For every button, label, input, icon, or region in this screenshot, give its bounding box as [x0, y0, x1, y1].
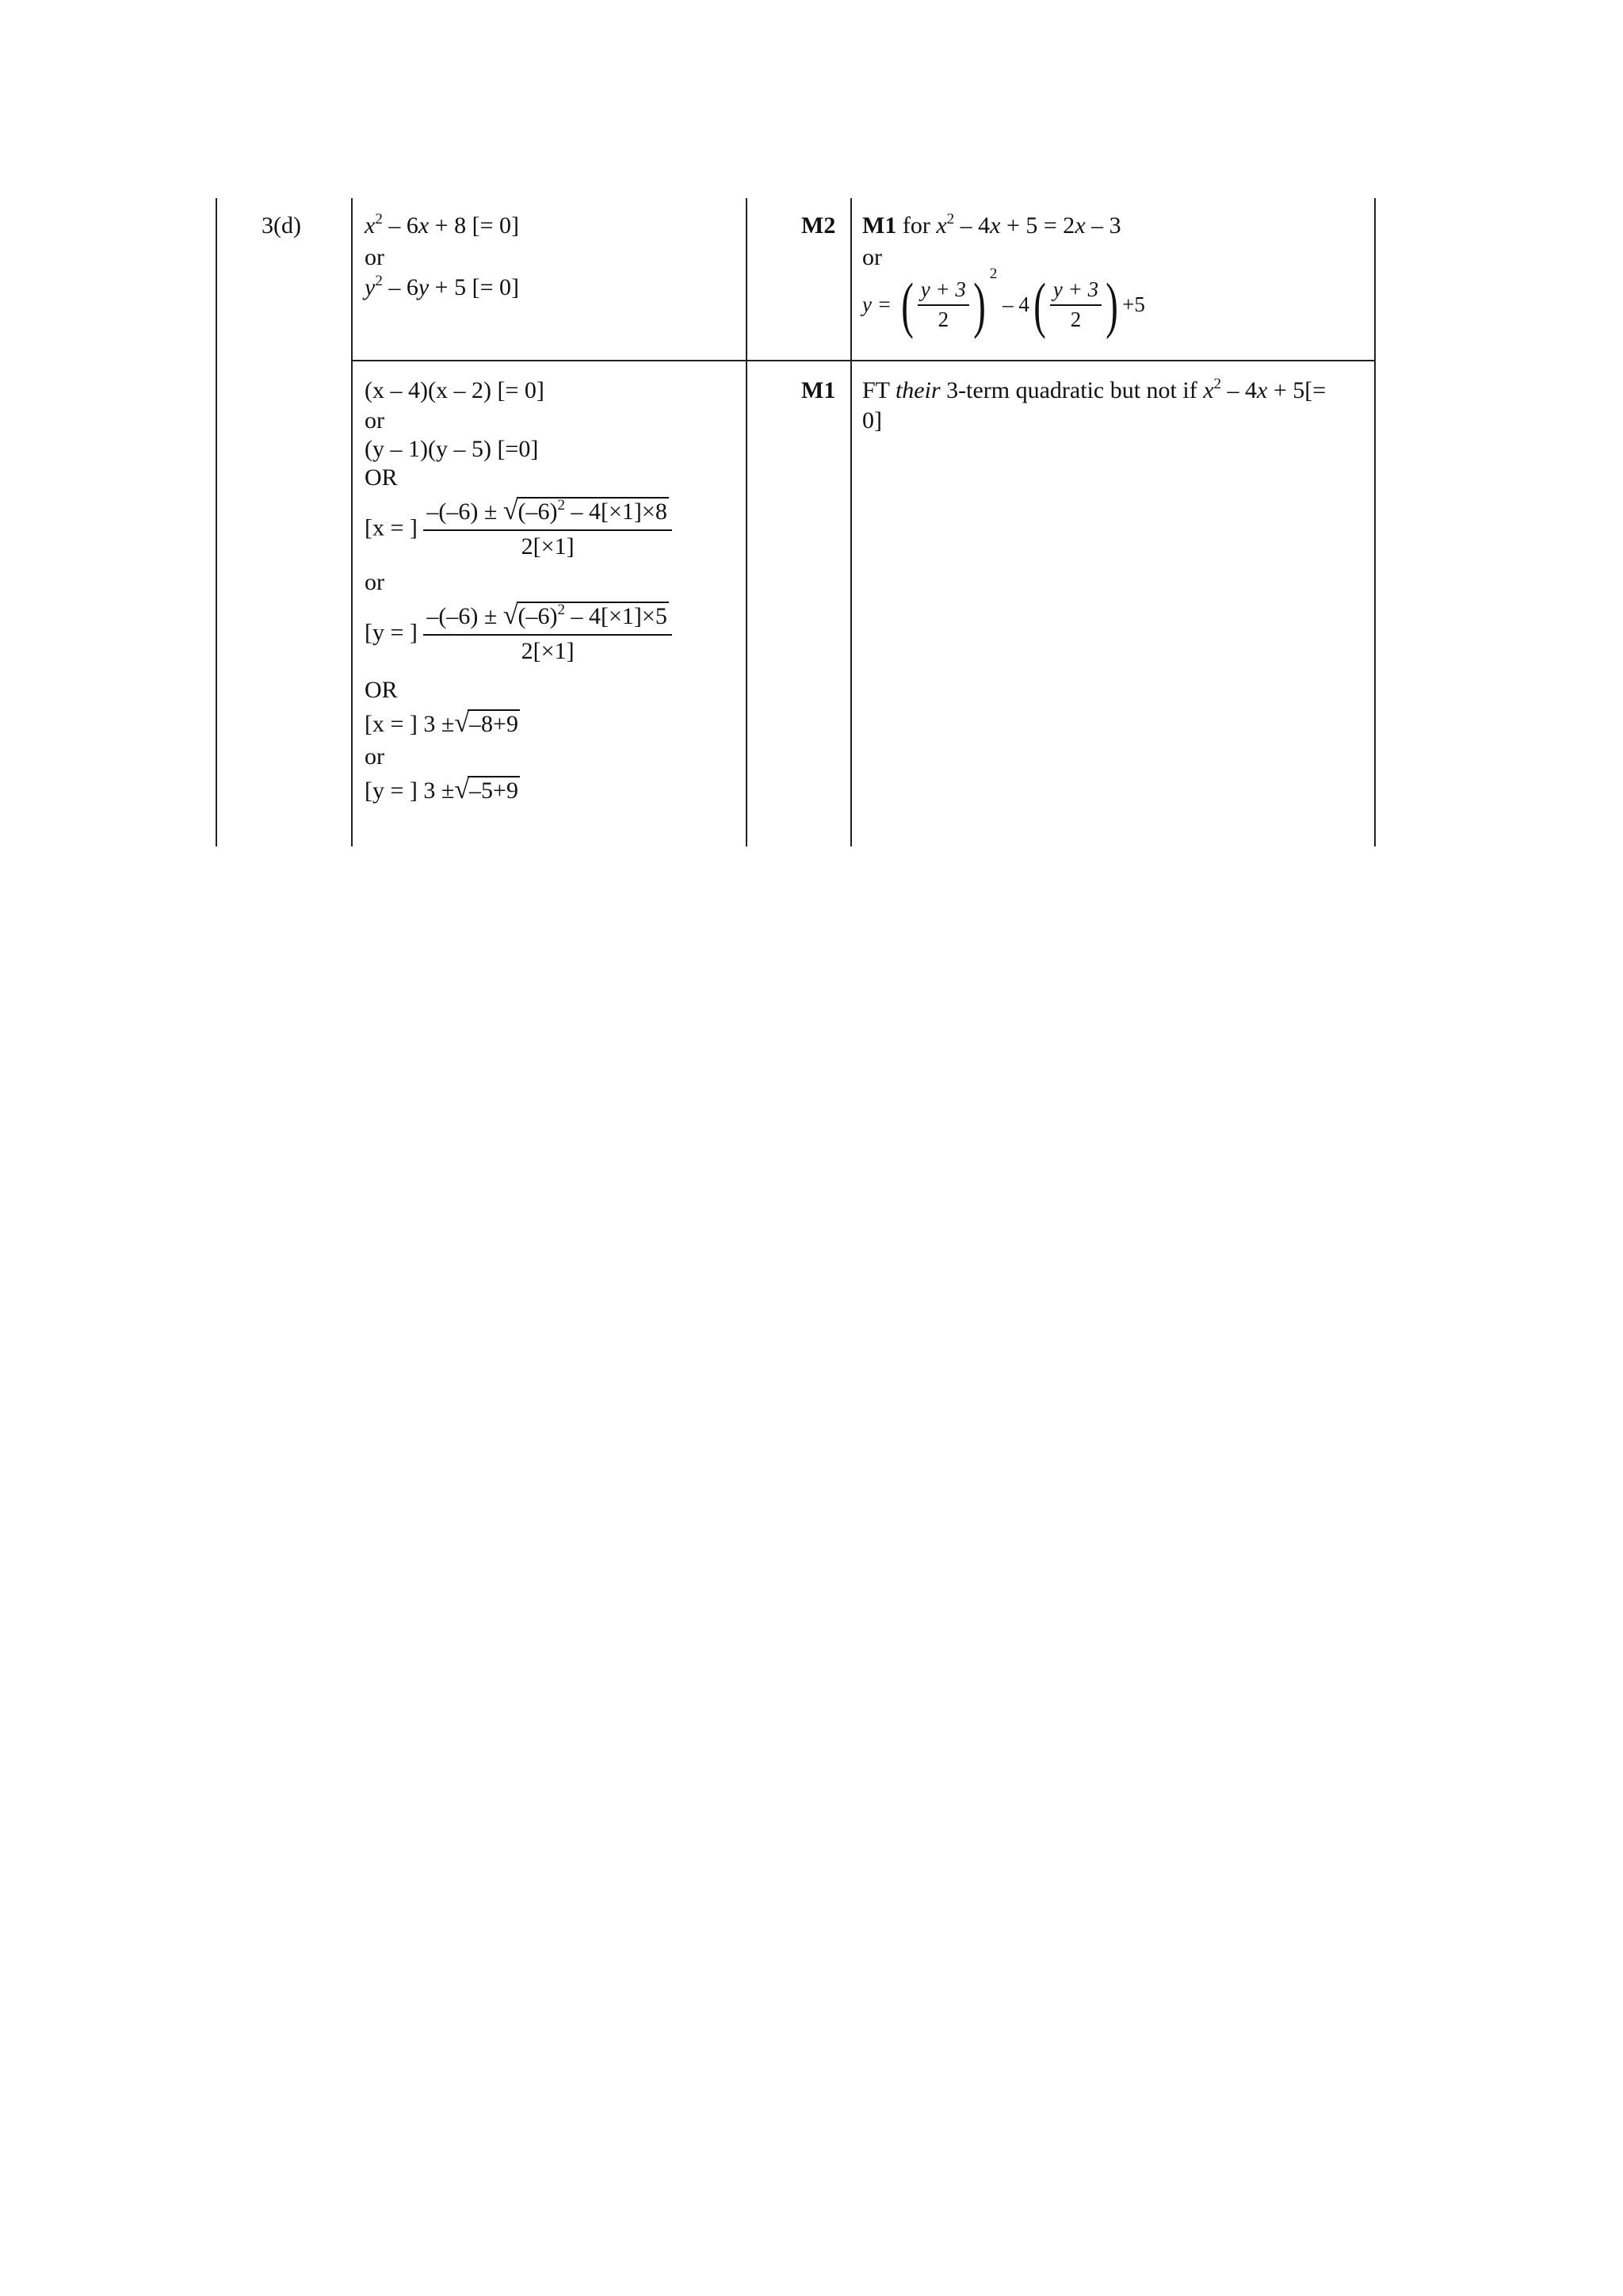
row2-marks: M1: [801, 377, 836, 403]
row2-notes-line1: FT their 3-term quadratic but not if $x^2 - 4x + 5[=$: [862, 376, 1327, 403]
table-left-border: [216, 198, 217, 846]
factorised-y: (y – 1)(y – 5) [=0]: [365, 436, 539, 462]
factorised-x: (x – 4)(x – 2) [= 0]: [365, 377, 544, 403]
row-divider: [351, 360, 1376, 361]
row2-or-3: or: [365, 743, 384, 770]
row2-or-2: or: [365, 569, 384, 595]
row1-answer-line2: $y^2 - 6y + 5$ [= 0]: [365, 273, 519, 300]
completed-square-x: [x = ] 3 ±√–8+9: [365, 709, 518, 738]
column-divider-2: [746, 198, 747, 846]
row2-or-1: or: [365, 407, 384, 434]
row2-OR-2: OR: [365, 677, 398, 703]
row2-answer: [365, 376, 737, 808]
row1-notes-formula: y = ( $\frac{y + 3}{2}$ ) $^2$ – 4( $\frac{y + 3}{2}$ ) +5: [862, 266, 1145, 339]
quadratic-formula-x: [x = ] $\frac{-(-6) \pm √(-6)^2 - 4[\times 1]\times 8}{2[\times 1]}$: [365, 495, 737, 567]
row1-notes-line1: M1 for $x^2 - 4x + 5 = 2x - 3$: [862, 211, 1121, 239]
completed-square-y: [y = ] 3 ±√–5+9: [365, 775, 518, 804]
quadratic-formula-y: [y = ] $\frac{-(-6) \pm √(-6)^2 - 4[\times 1]\times 5}{2[\times 1]}$: [365, 599, 737, 675]
row1-answer: [365, 211, 737, 303]
row2-OR-1: OR: [365, 464, 398, 491]
column-divider-3: [850, 198, 852, 846]
row2-notes: [862, 376, 1369, 436]
column-divider-1: [351, 198, 353, 846]
row2-notes-line2: 0]: [862, 407, 882, 434]
row1-notes: [862, 211, 1369, 339]
table-right-border: [1374, 198, 1376, 846]
row1-answer-line1: $x^2 - 6x + 8$ [= 0]: [365, 211, 519, 239]
row1-answer-or: or: [365, 244, 384, 270]
row1-marks: M2: [801, 212, 836, 239]
question-number: 3(d): [262, 212, 301, 239]
row1-notes-or: or: [862, 244, 882, 270]
